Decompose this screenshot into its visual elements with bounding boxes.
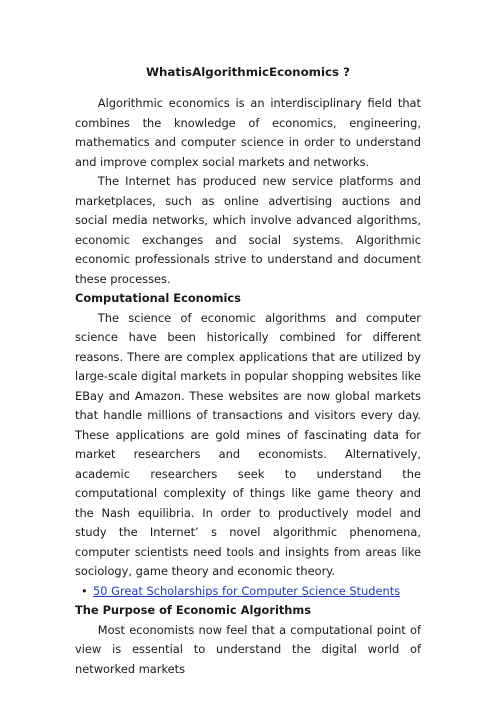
scholarships-link[interactable]: 50 Great Scholarships for Computer Science Students (93, 583, 401, 598)
section-heading-purpose: The Purpose of Economic Algorithms (75, 603, 312, 617)
document-page (75, 62, 421, 679)
page-title: WhatisAlgorithmicEconomics ? (146, 65, 350, 79)
section-heading-computational-economics: Computational Economics (75, 291, 241, 305)
bullet-icon: • (81, 583, 88, 598)
link-list (75, 582, 421, 602)
paragraph-internet: The Internet has produced new service platforms and marketplaces, such as online advertising auctions and social media networks, which involve advanced algorithms, economic exchanges and social systems. Algorithmic economic professionals strive to understand and document these processes. (75, 174, 421, 286)
paragraph-intro: Algorithmic economics is an interdisciplinary field that combines the knowledge of economics, engineering, mathematics and computer science in order to understand and improve complex social markets and networks. (75, 96, 421, 169)
list-item (75, 582, 421, 602)
paragraph-purpose: Most economists now feel that a computational point of view is essential to understand the digital world of networked markets (75, 622, 421, 676)
paragraph-computational-economics: The science of economic algorithms and computer science have been historically combined for different reasons. There are complex applications that are utilized by large-scale digital markets in popular shopping websites like EBay and Amazon. These websites are now global markets that handle millions of transactions and visitors every day. These applications are gold mines of fascinating data for market researchers and economists. Alternatively, academic researchers seek to understand the computational complexity of things like game theory and the Nash equilibria. In order to productively model and study the Internet’ s novel algorithmic phenomena, computer scientists need tools and insights from areas like sociology, game theory and economic theory. (75, 310, 421, 578)
